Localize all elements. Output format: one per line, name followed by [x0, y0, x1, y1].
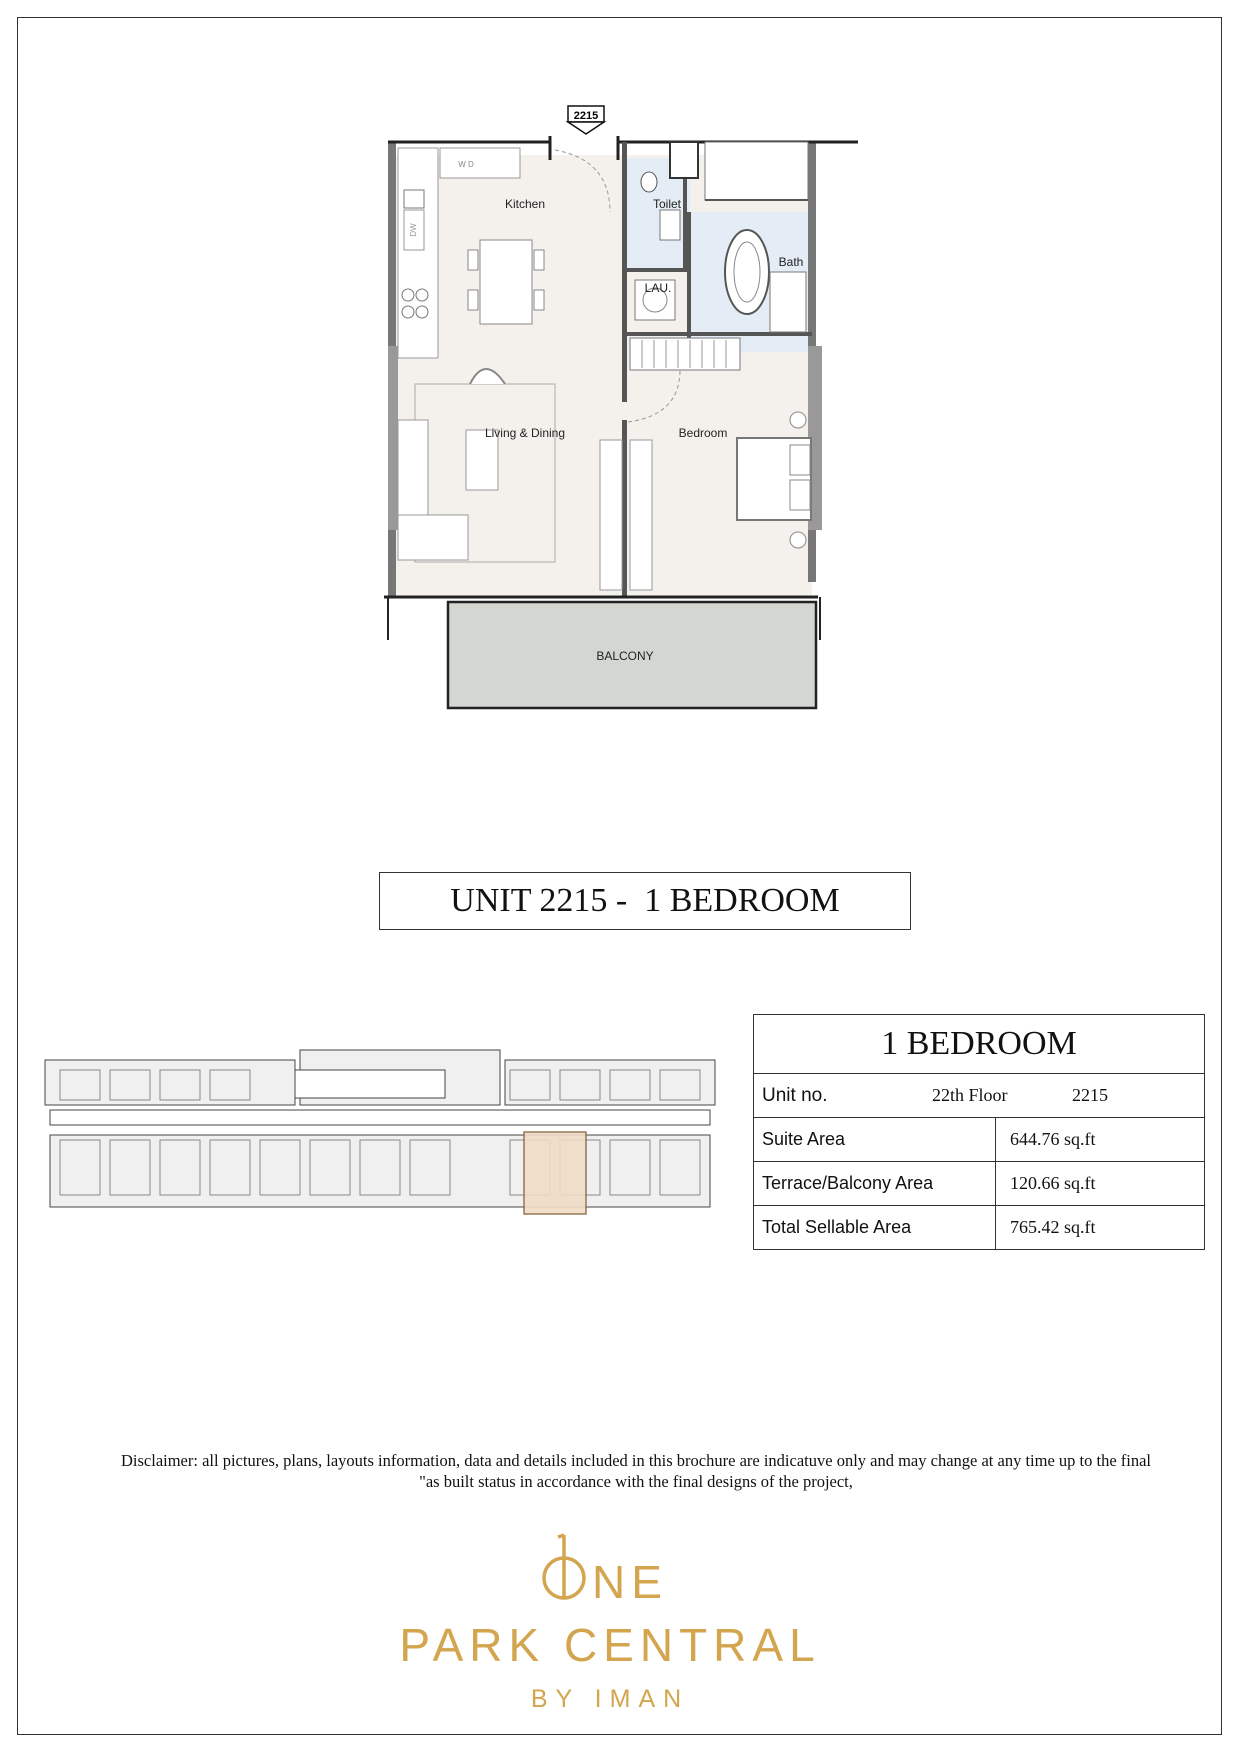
unit-title: UNIT 2215 - 1 BEDROOM — [379, 872, 911, 930]
logo-mark-icon — [544, 1535, 584, 1598]
logo-line-1: NE — [592, 1556, 668, 1608]
logo-line-3: BY IMAN — [530, 1685, 690, 1713]
label-bath: Bath — [778, 255, 804, 269]
unit-number: 2215 — [1072, 1085, 1108, 1105]
spec-heading: 1 BEDROOM — [754, 1015, 1205, 1074]
table-row: Total Sellable Area 765.42 sq.ft — [754, 1206, 1205, 1250]
floor-value: 22th Floor — [932, 1085, 1008, 1105]
unit-marker — [568, 106, 604, 134]
key-plan — [40, 1040, 720, 1240]
label-balcony: BALCONY — [596, 649, 654, 663]
label-lau: LAU. — [644, 281, 672, 295]
unit-row — [762, 1085, 1196, 1107]
brand-logo — [370, 1525, 850, 1725]
unit-label: Unit no. — [762, 1084, 828, 1106]
svg-text:2215: 2215 — [573, 110, 599, 122]
label-toilet: Toilet — [652, 197, 682, 211]
highlighted-unit — [524, 1132, 586, 1214]
svg-text:DW: DW — [409, 223, 418, 237]
label-kitchen: Kitchen — [504, 197, 546, 211]
table-row: Suite Area 644.76 sq.ft — [754, 1118, 1205, 1162]
logo-line-2: PARK CENTRAL — [399, 1619, 821, 1671]
table-row: Terrace/Balcony Area 120.66 sq.ft — [754, 1162, 1205, 1206]
label-bedroom: Bedroom — [678, 426, 728, 440]
spec-table — [753, 1014, 1205, 1250]
label-living: Living & Dining — [484, 426, 566, 440]
label-washer: W D — [458, 160, 474, 169]
disclaimer: Disclaimer: all pictures, plans, layouts information, data and details included in this brochure are indicatuve only and may change at any time up to the final "as built status in accordance with the final designs of the project, — [120, 1451, 1152, 1491]
floor-plan — [380, 100, 900, 720]
